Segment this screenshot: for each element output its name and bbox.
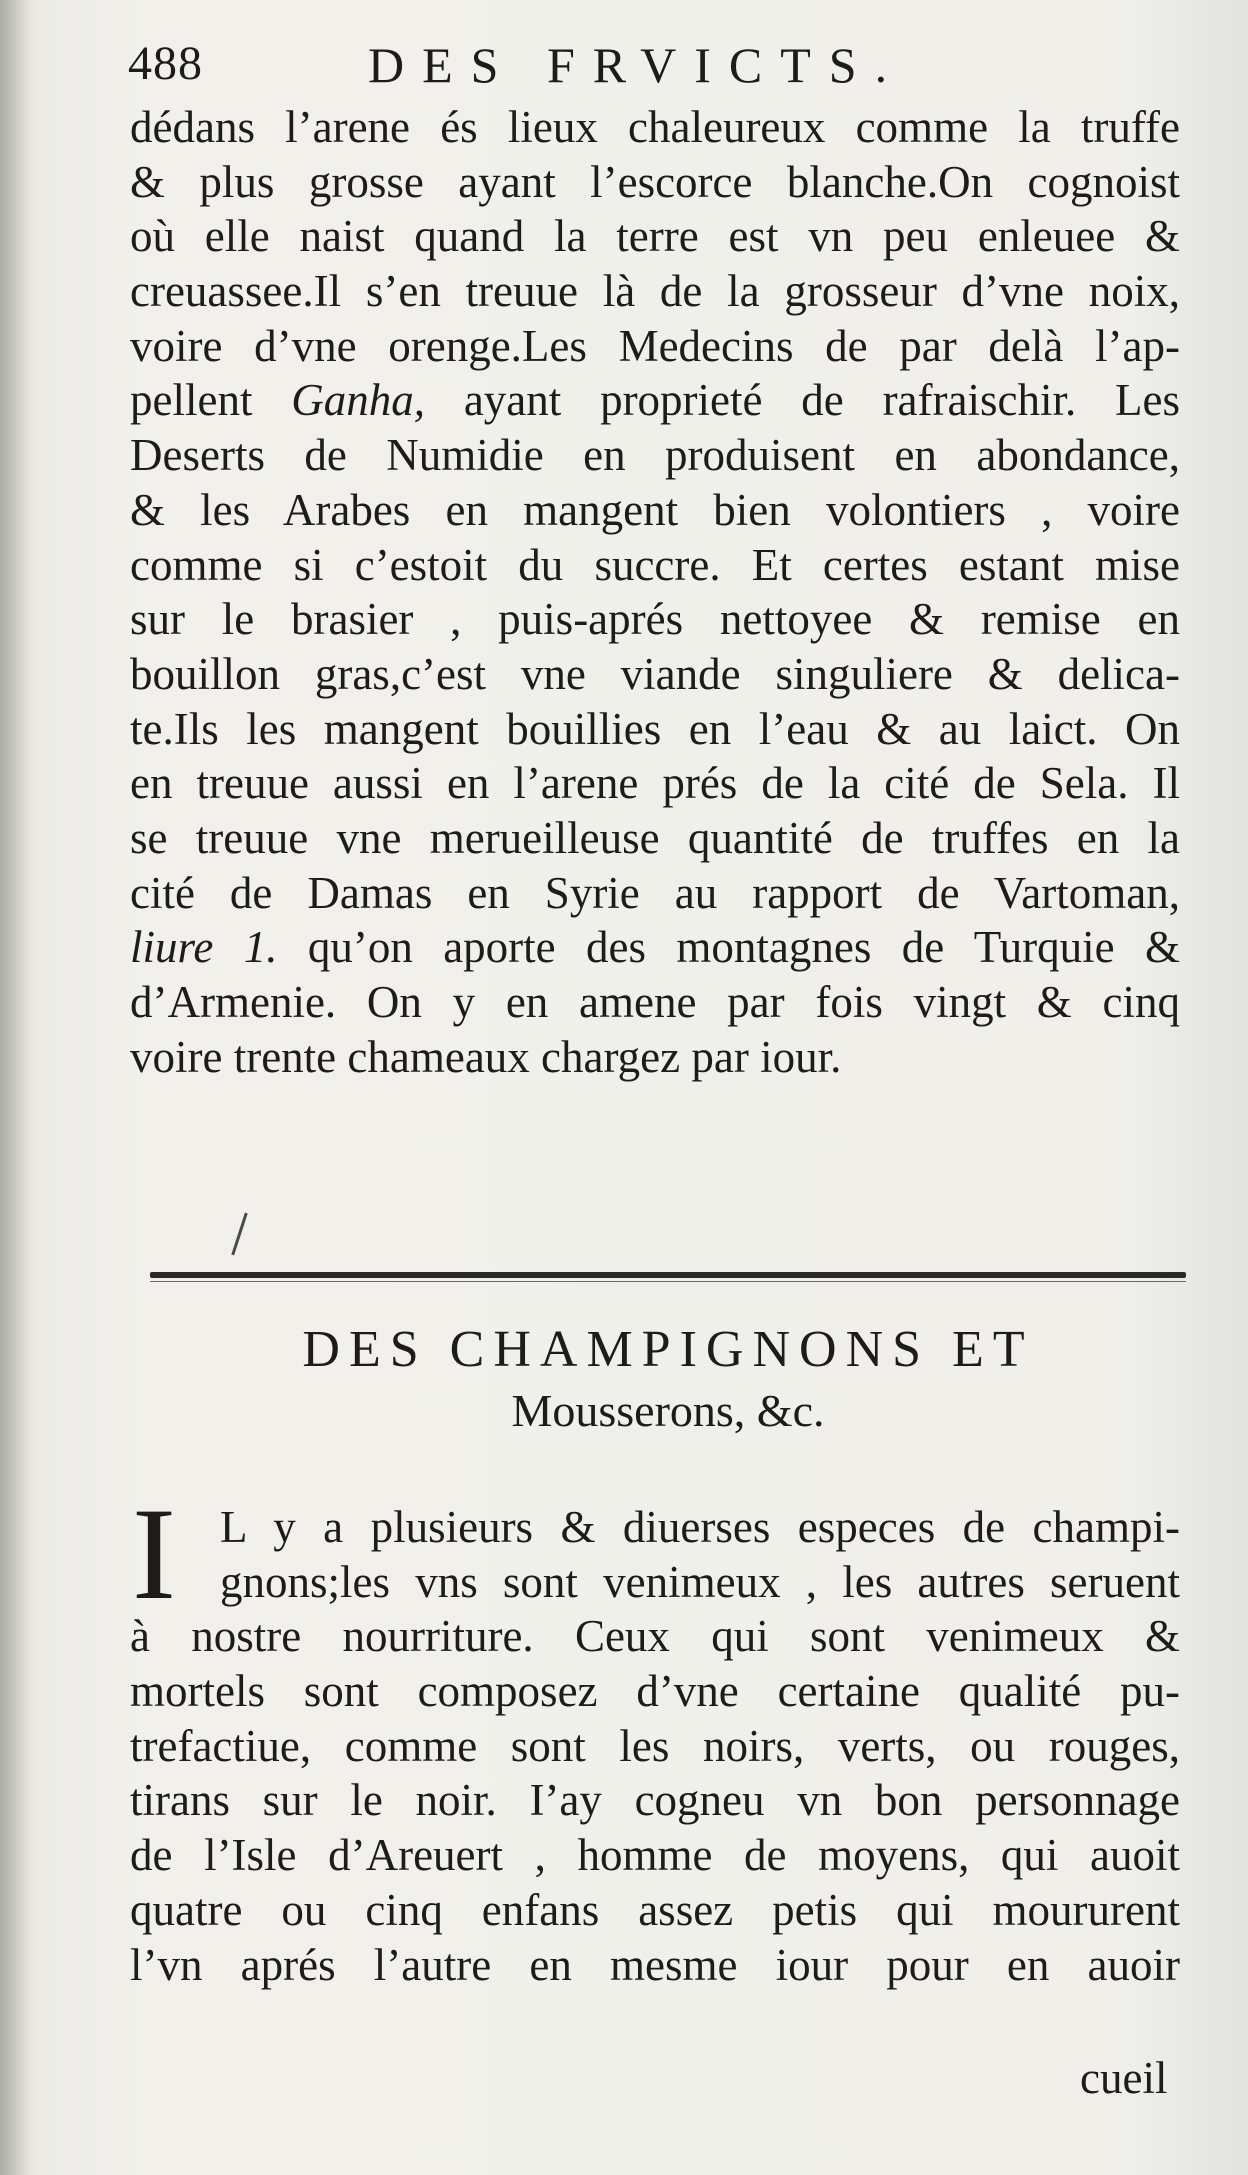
- text-line: dédans l’arene és lieux chaleureux comme la truffe: [130, 102, 1180, 152]
- text-line: en treuue aussi en l’arene prés de la cité de Sela. Il: [130, 758, 1180, 809]
- stray-mark: [231, 1213, 247, 1256]
- text-line: creuassee.Il s’en treuue là de la grosseur d’vne noix,: [130, 266, 1180, 317]
- text-line: gnons;les vns sont venimeux , les autres seruent: [220, 1556, 1180, 1607]
- text-line: L y a plusieurs & diuerses especes de champi-: [220, 1502, 1180, 1552]
- page-number: 488: [128, 37, 203, 90]
- spine-shadow: [0, 0, 30, 2175]
- text-line: se treuue vne merueilleuse quantité de truffes en la: [130, 812, 1180, 863]
- text-line: où elle naist quand la terre est vn peu enleuee &: [130, 211, 1180, 262]
- section-divider-thin: [150, 1281, 1186, 1282]
- italic-reference: liure 1.: [130, 922, 278, 973]
- text-line: te.Ils les mangent bouillies en l’eau & au laict. On: [130, 703, 1180, 754]
- text-line: d’Armenie. On y en amene par fois vingt & cinq: [130, 977, 1180, 1027]
- text-line: liure 1. qu’on aporte des montagnes de Turquie &: [130, 922, 1180, 973]
- drop-cap: I: [132, 1480, 176, 1627]
- text-line: à nostre nourriture. Ceux qui sont venimeux &: [130, 1611, 1180, 1662]
- text-line: mortels sont composez d’vne certaine qualité pu-: [130, 1666, 1180, 1717]
- section-divider: [150, 1272, 1186, 1278]
- section-title-line1: DES CHAMPIGNONS ET: [302, 1321, 1034, 1378]
- running-title: DES FRVICTS.: [368, 37, 906, 93]
- section-heading: [150, 1318, 1186, 1440]
- text-line: sur le brasier , puis-aprés nettoyee & remise en: [130, 594, 1180, 645]
- text-line: comme si c’estoit du succre. Et certes estant mise: [130, 539, 1180, 590]
- text-line: & plus grosse ayant l’escorce blanche.On cognoist: [130, 156, 1180, 207]
- top-paragraph: [130, 100, 1180, 1084]
- text-line: l’vn aprés l’autre en mesme iour pour en auoir: [130, 1939, 1180, 1990]
- text-line: & les Arabes en mangent bien volontiers , voire: [130, 484, 1180, 535]
- text-line: Deserts de Numidie en produisent en abondance,: [130, 430, 1180, 481]
- catchword: cueil: [1080, 2053, 1168, 2103]
- text-line: pellent Ganha, ayant proprieté de rafraischir. Les: [130, 375, 1180, 426]
- bottom-paragraph: [130, 1500, 1180, 1992]
- text-line: trefactiue, comme sont les noirs, verts, ou rouges,: [130, 1720, 1180, 1771]
- text-line: voire d’vne orenge.Les Medecins de par delà l’ap-: [130, 320, 1180, 371]
- italic-term: Ganha,: [291, 375, 426, 426]
- text-line: tirans sur le noir. I’ay cogneu vn bon personnage: [130, 1775, 1180, 1826]
- section-title-line2: Mousserons, &c.: [511, 1385, 825, 1436]
- text-line: de l’Isle d’Areuert , homme de moyens, qui auoit: [130, 1830, 1180, 1881]
- text-line: voire trente chameaux chargez par iour.: [130, 1031, 842, 1082]
- text-line: bouillon gras,c’est vne viande singuliere & delica-: [130, 648, 1180, 699]
- text-line: cité de Damas en Syrie au rapport de Vartoman,: [130, 867, 1180, 918]
- text-line: quatre ou cinq enfans assez petis qui moururent: [130, 1884, 1180, 1935]
